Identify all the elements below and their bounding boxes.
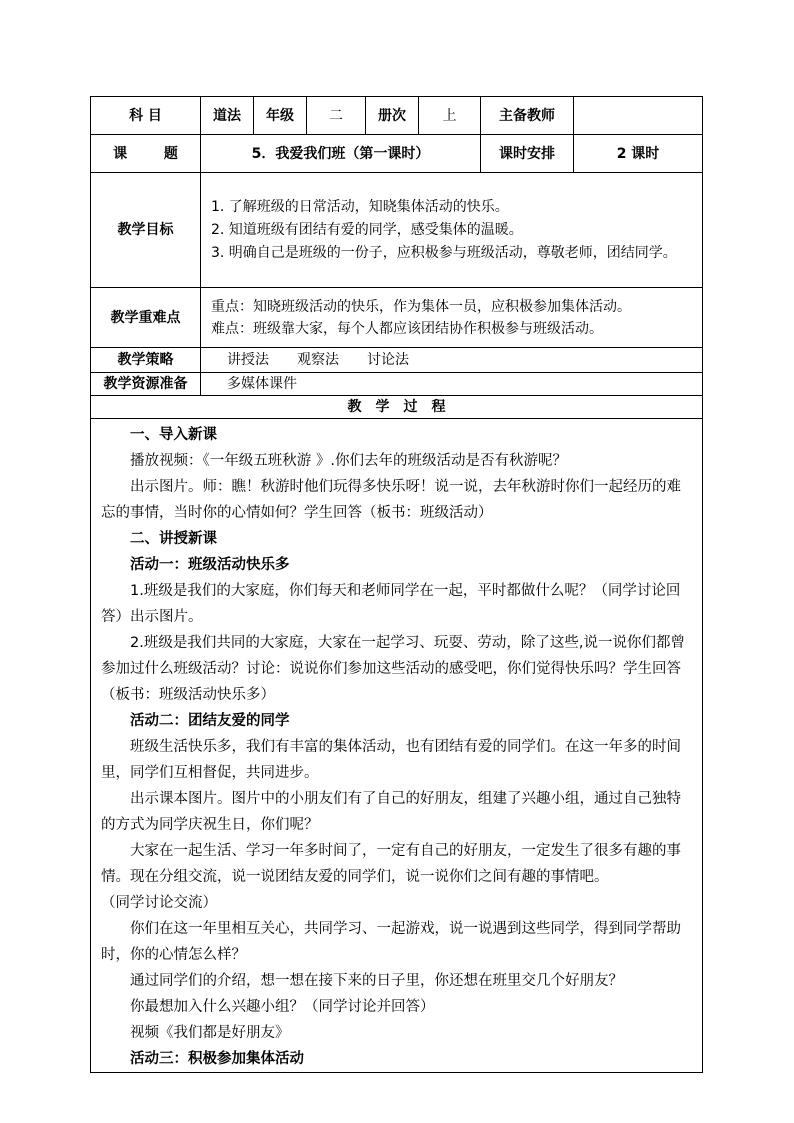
hours-label: 课时安排 (481, 135, 574, 173)
activity-heading: 活动三：积极参加集体活动 (130, 1051, 304, 1067)
paragraph: 出示课本图片。图片中的小朋友们有了自己的好朋友，组建了兴趣小组，通过自己独特的方式为同学庆祝生日，你们呢？ (101, 791, 681, 833)
goal-item: 2. 知道班级有团结有爱的同学，感受集体的温暖。 (211, 221, 523, 238)
strategy-value: 讲授法 观察法 讨论法 (201, 348, 703, 373)
goals-row (91, 173, 703, 288)
teacher-label: 主备教师 (481, 97, 574, 135)
header-row-1 (91, 97, 703, 135)
lesson-plan-table (90, 96, 703, 1073)
paragraph: 你们在这一年里相互关心，共同学习、一起游戏，说一说遇到这些同学，得到同学帮助时，你的心情怎么样？ (101, 921, 681, 963)
paragraph: 你最想加入什么兴趣小组？（同学讨论并回答） (130, 999, 435, 1015)
keypoints-row (91, 288, 703, 348)
grade-value: 二 (307, 97, 366, 135)
resources-value: 多媒体课件 (201, 373, 703, 396)
process-row (91, 419, 703, 1073)
section-heading: 一、导入新课 (130, 427, 217, 443)
process-title-row (91, 396, 703, 419)
strategy-row (91, 348, 703, 373)
subject-value: 道法 (201, 97, 254, 135)
resources-row (91, 373, 703, 396)
strategy-label: 教学策略 (91, 348, 201, 373)
hours-value: 2 课时 (574, 135, 703, 173)
paragraph-continuation: （同学讨论交流） (101, 895, 217, 911)
topic-value: 5．我爱我们班（第一课时） (201, 135, 481, 173)
goals-list (201, 173, 703, 288)
paragraph: 出示图片。师：瞧！秋游时他们玩得多快乐呀！说一说，去年秋游时你们一起经历的难忘的事情，当时你的心情如何？学生回答（板书：班级活动） (101, 479, 681, 521)
activity-heading: 活动一：班级活动快乐多 (130, 557, 290, 573)
paragraph: 班级生活快乐多，我们有丰富的集体活动，也有团结有爱的同学们。在这一年多的时间里，同学们互相督促，共同进步。 (101, 739, 681, 781)
lesson-plan-sheet (90, 96, 702, 1067)
grade-label: 年级 (254, 97, 307, 135)
goal-item: 3. 明确自己是班级的一份子，应积极参与班级活动，尊敬老师，团结同学。 (211, 244, 677, 261)
paragraph: 通过同学们的介绍，想一想在接下来的日子里，你还想在班里交几个好朋友？ (130, 973, 623, 989)
paragraph: 大家在一起生活、学习一年多时间了，一定有自己的好朋友，一定发生了很多有趣的事情。现在分组交流，说一说团结友爱的同学们，说一说你们之间有趣的事情吧。 (101, 843, 681, 885)
paragraph: 1.班级是我们的大家庭，你们每天和老师同学在一起，平时都做什么呢？（同学讨论回答）出示图片。 (101, 583, 681, 625)
paragraph: 播放视频：《一年级五班秋游 》.你们去年的班级活动是否有秋游呢？ (130, 453, 567, 469)
subject-label: 科 目 (91, 97, 201, 135)
teacher-value (574, 97, 703, 135)
paragraph: 视频《我们都是好朋友》 (130, 1025, 290, 1041)
activity-heading: 活动二：团结友爱的同学 (130, 713, 290, 729)
keypoints-content (201, 288, 703, 348)
process-title: 教 学 过 程 (91, 396, 703, 419)
difficulty-text: 难点：班级靠大家，每个人都应该团结协作积极参与班级活动。 (211, 320, 603, 337)
header-row-2 (91, 135, 703, 173)
section-heading: 二、讲授新课 (130, 531, 217, 547)
volume-value: 上 (419, 97, 481, 135)
keypoints-label: 教学重难点 (91, 288, 201, 348)
resources-label: 教学资源准备 (91, 373, 201, 396)
process-content (91, 419, 703, 1073)
volume-label: 册次 (366, 97, 419, 135)
paragraph: 2.班级是我们共同的大家庭，大家在一起学习、玩耍、劳动，除了这些,说一说你们都曾参加过什么班级活动？讨论：说说你们参加这些活动的感受吧，你们觉得快乐吗？学生回答（板书：班级活动快乐多） (101, 635, 685, 703)
topic-label: 课 题 (91, 135, 201, 173)
goals-label: 教学目标 (91, 173, 201, 288)
focus-text: 重点：知晓班级活动的快乐，作为集体一员，应积极参加集体活动。 (211, 298, 631, 315)
goal-item: 1. 了解班级的日常活动，知晓集体活动的快乐。 (211, 198, 509, 215)
